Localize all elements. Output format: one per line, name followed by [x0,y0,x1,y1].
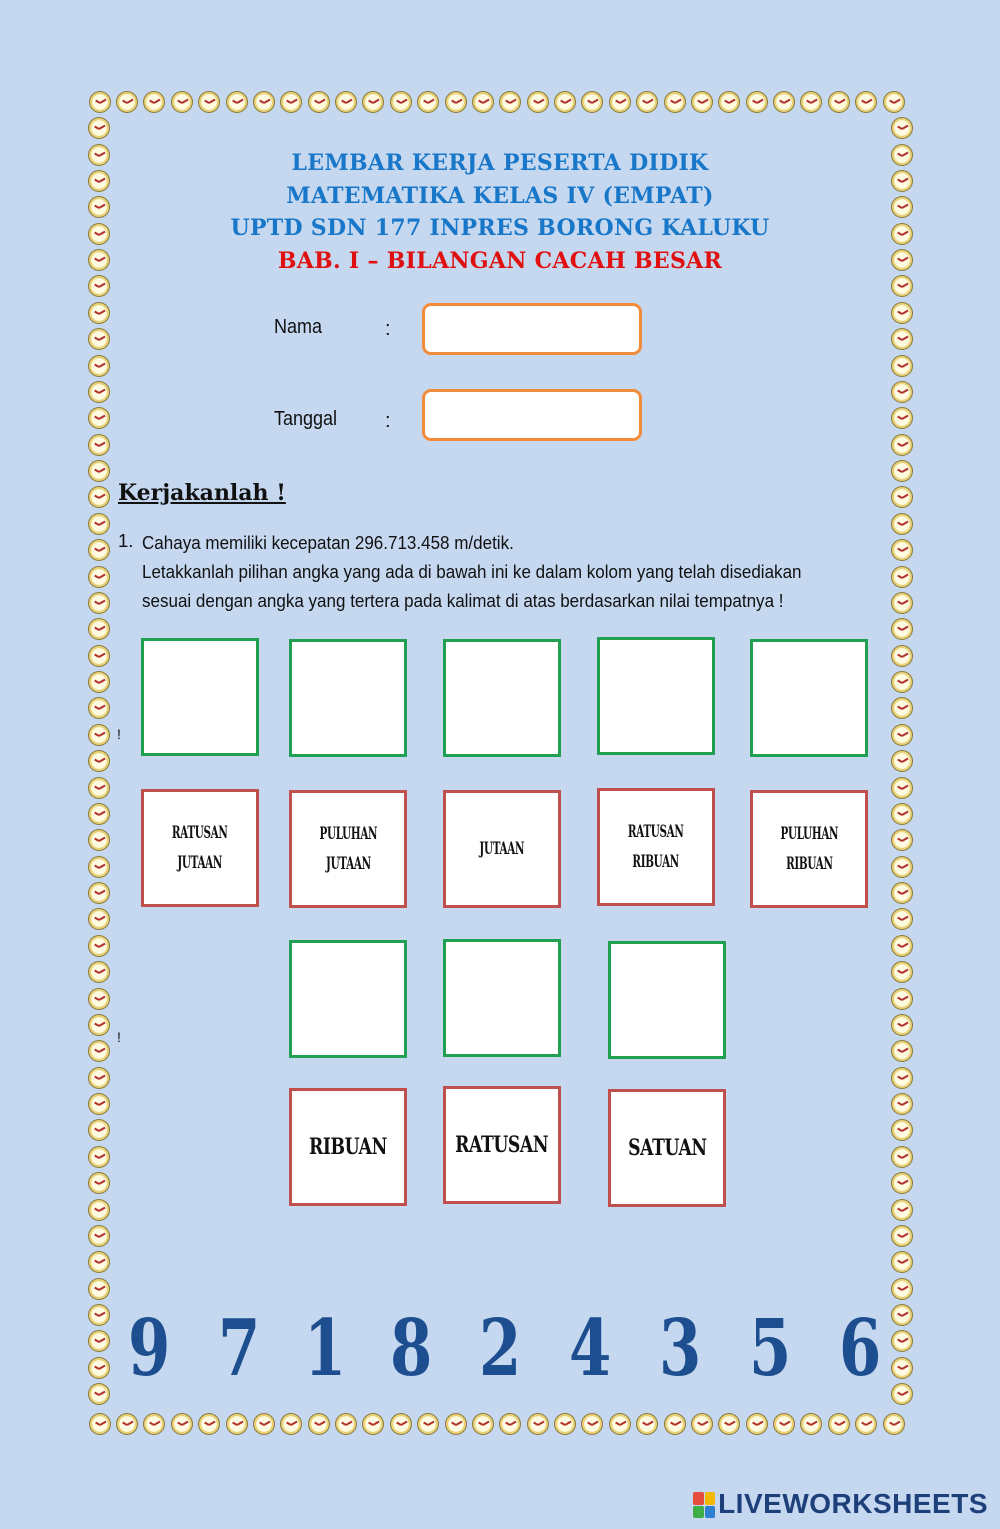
digit-option[interactable]: 2 [478,1303,522,1394]
clock-icon [88,355,110,377]
clock-icon [773,1413,795,1435]
clock-icon [88,671,110,693]
clock-icon [554,91,576,113]
clock-icon [883,1413,905,1435]
clock-icon [335,1413,357,1435]
clock-icon [891,1304,913,1326]
date-input[interactable] [422,389,642,441]
clock-icon [891,961,913,983]
clock-icon [88,697,110,719]
clock-icon [390,1413,412,1435]
clock-icon [746,91,768,113]
label-ribuan: RIBUAN [289,1088,407,1206]
clock-icon [88,777,110,799]
clock-icon [88,1172,110,1194]
clock-icon [891,803,913,825]
label-jutaan: JUTAAN [443,790,561,908]
clock-icon [891,935,913,957]
digit-option[interactable]: 8 [389,1303,433,1394]
clock-icon [891,566,913,588]
clock-icon [88,988,110,1010]
clock-icon [88,645,110,667]
label-puluhan-ribuan: PULUHAN RIBUAN [750,790,868,908]
clock-icon [609,91,631,113]
clock-icon [636,91,658,113]
clock-icon [891,645,913,667]
clock-icon [417,91,439,113]
clock-icon [88,513,110,535]
clock-icon [88,724,110,746]
clock-icon [280,91,302,113]
clock-icon [891,275,913,297]
clock-icon [891,1357,913,1379]
clock-icon [88,566,110,588]
clock-icon [417,1413,439,1435]
clock-icon [828,91,850,113]
clock-icon [116,1413,138,1435]
clock-icon [800,91,822,113]
clock-icon [472,1413,494,1435]
clock-icon [88,1067,110,1089]
clock-icon [891,1225,913,1247]
clock-icon [855,1413,877,1435]
clock-icon [88,381,110,403]
clock-icon [198,1413,220,1435]
digit-option[interactable]: 4 [568,1303,612,1394]
clock-icon [88,539,110,561]
clock-icon [335,91,357,113]
question-line-2: Letakkanlah pilihan angka yang ada di bawah ini ke dalam kolom yang telah disediakan [142,561,802,582]
clock-icon [88,117,110,139]
clock-icon [88,1014,110,1036]
label-ratusan-jutaan: RATUSAN JUTAAN [141,789,259,907]
clock-icon [891,882,913,904]
question-number: 1. [118,530,134,551]
clock-icon [88,1146,110,1168]
clock-icon [89,1413,111,1435]
clock-icon [891,381,913,403]
clock-icon [171,91,193,113]
clock-icon [88,750,110,772]
subject-title: MATEMATIKA KELAS IV (EMPAT) [286,183,714,209]
clock-icon [718,91,740,113]
question-line-1: Cahaya memiliki kecepatan 296.713.458 m/detik. [142,532,514,553]
name-colon: : [385,318,391,340]
clock-icon [773,91,795,113]
clock-icon [88,1278,110,1300]
label-satuan: SATUAN [608,1089,726,1207]
clock-icon [88,618,110,640]
drop-box-puluhan-ribuan[interactable] [750,639,868,757]
clock-icon [88,1304,110,1326]
clock-icon [891,1093,913,1115]
clock-icon [88,1251,110,1273]
clock-icon [88,486,110,508]
clock-icon [362,91,384,113]
clock-icon [280,1413,302,1435]
clock-icon [891,1383,913,1405]
clock-icon [718,1413,740,1435]
clock-icon [88,1330,110,1352]
drop-box-satuan[interactable] [608,941,726,1059]
clock-icon [891,1199,913,1221]
label-puluhan-jutaan: PULUHAN JUTAAN [289,790,407,908]
clock-icon [891,117,913,139]
clock-icon [88,1225,110,1247]
worksheet-title: LEMBAR KERJA PESERTA DIDIK [291,150,709,176]
drop-box-ratusan-jutaan[interactable] [141,638,259,756]
clock-icon [891,1251,913,1273]
clock-border-top [86,89,907,115]
clock-icon [828,1413,850,1435]
row2-marker: ! [117,1029,121,1045]
row1-marker: ! [117,726,121,742]
clock-icon [390,91,412,113]
clock-icon [88,1199,110,1221]
clock-icon [88,434,110,456]
clock-icon [88,1383,110,1405]
clock-icon [88,882,110,904]
clock-border-bottom [86,1411,907,1437]
clock-icon [499,1413,521,1435]
clock-border-left [86,115,112,1407]
clock-icon [891,1119,913,1141]
clock-icon [891,486,913,508]
clock-icon [746,1413,768,1435]
clock-icon [891,513,913,535]
clock-icon [891,618,913,640]
clock-icon [143,1413,165,1435]
date-label: Tanggal [274,408,338,430]
clock-icon [88,803,110,825]
clock-icon [891,777,913,799]
drop-box-ratusan[interactable] [443,939,561,1057]
clock-icon [445,91,467,113]
clock-icon [891,592,913,614]
clock-icon [253,91,275,113]
school-title: UPTD SDN 177 INPRES BORONG KALUKU [230,215,770,241]
clock-icon [664,91,686,113]
clock-icon [253,1413,275,1435]
clock-icon [891,829,913,851]
clock-icon [691,1413,713,1435]
clock-icon [308,91,330,113]
clock-icon [88,302,110,324]
clock-icon [362,1413,384,1435]
clock-icon [88,1040,110,1062]
clock-icon [891,671,913,693]
clock-icon [855,91,877,113]
drop-box-ribuan[interactable] [289,940,407,1058]
digit-option[interactable]: 1 [303,1303,347,1394]
clock-icon [88,592,110,614]
clock-icon [88,460,110,482]
clock-icon [308,1413,330,1435]
clock-icon [472,91,494,113]
clock-icon [891,750,913,772]
digit-option[interactable]: 3 [658,1303,702,1394]
digit-option[interactable]: 9 [127,1303,171,1394]
clock-icon [891,1067,913,1089]
clock-icon [499,91,521,113]
clock-icon [226,91,248,113]
clock-icon [800,1413,822,1435]
clock-icon [891,724,913,746]
name-input[interactable] [422,303,642,355]
label-ratusan: RATUSAN [443,1086,561,1204]
clock-icon [88,829,110,851]
digit-option[interactable]: 5 [748,1303,792,1394]
clock-icon [445,1413,467,1435]
clock-icon [88,407,110,429]
digit-option[interactable]: 7 [217,1303,261,1394]
clock-icon [891,908,913,930]
clock-icon [88,328,110,350]
clock-icon [883,91,905,113]
clock-icon [527,1413,549,1435]
clock-icon [581,1413,603,1435]
clock-icon [891,697,913,719]
name-label: Nama [274,316,323,338]
drop-box-puluhan-jutaan[interactable] [289,639,407,757]
clock-icon [891,1146,913,1168]
clock-icon [891,988,913,1010]
clock-icon [891,407,913,429]
clock-icon [891,1278,913,1300]
clock-icon [891,856,913,878]
clock-icon [88,1093,110,1115]
clock-icon [891,434,913,456]
clock-icon [143,91,165,113]
clock-icon [581,91,603,113]
liveworksheets-logo-icon [693,1492,715,1518]
clock-icon [891,539,913,561]
clock-icon [89,91,111,113]
brand-name: LIVEWORKSHEETS [718,1488,988,1519]
drop-box-jutaan[interactable] [443,639,561,757]
clock-icon [891,1040,913,1062]
clock-icon [88,856,110,878]
clock-icon [691,91,713,113]
clock-icon [527,91,549,113]
clock-icon [88,935,110,957]
clock-icon [664,1413,686,1435]
clock-icon [88,1357,110,1379]
drop-box-ratusan-ribuan[interactable] [597,637,715,755]
clock-icon [891,355,913,377]
instruction-heading: Kerjakanlah ! [118,480,286,506]
clock-icon [609,1413,631,1435]
clock-icon [116,91,138,113]
clock-icon [88,1119,110,1141]
clock-icon [226,1413,248,1435]
clock-icon [171,1413,193,1435]
clock-icon [554,1413,576,1435]
question-line-3: sesuai dengan angka yang tertera pada kalimat di atas berdasarkan nilai tempatnya ! [142,590,784,611]
clock-border-right [889,115,915,1407]
clock-icon [198,91,220,113]
clock-icon [636,1413,658,1435]
clock-icon [891,328,913,350]
chapter-title: BAB. I – BILANGAN CACAH BESAR [277,248,723,274]
clock-icon [891,302,913,324]
clock-icon [88,961,110,983]
clock-icon [891,1330,913,1352]
clock-icon [891,460,913,482]
digit-option[interactable]: 6 [838,1303,882,1394]
date-colon: : [385,410,391,432]
clock-icon [891,1172,913,1194]
clock-icon [891,1014,913,1036]
label-ratusan-ribuan: RATUSAN RIBUAN [597,788,715,906]
clock-icon [88,275,110,297]
clock-icon [88,908,110,930]
